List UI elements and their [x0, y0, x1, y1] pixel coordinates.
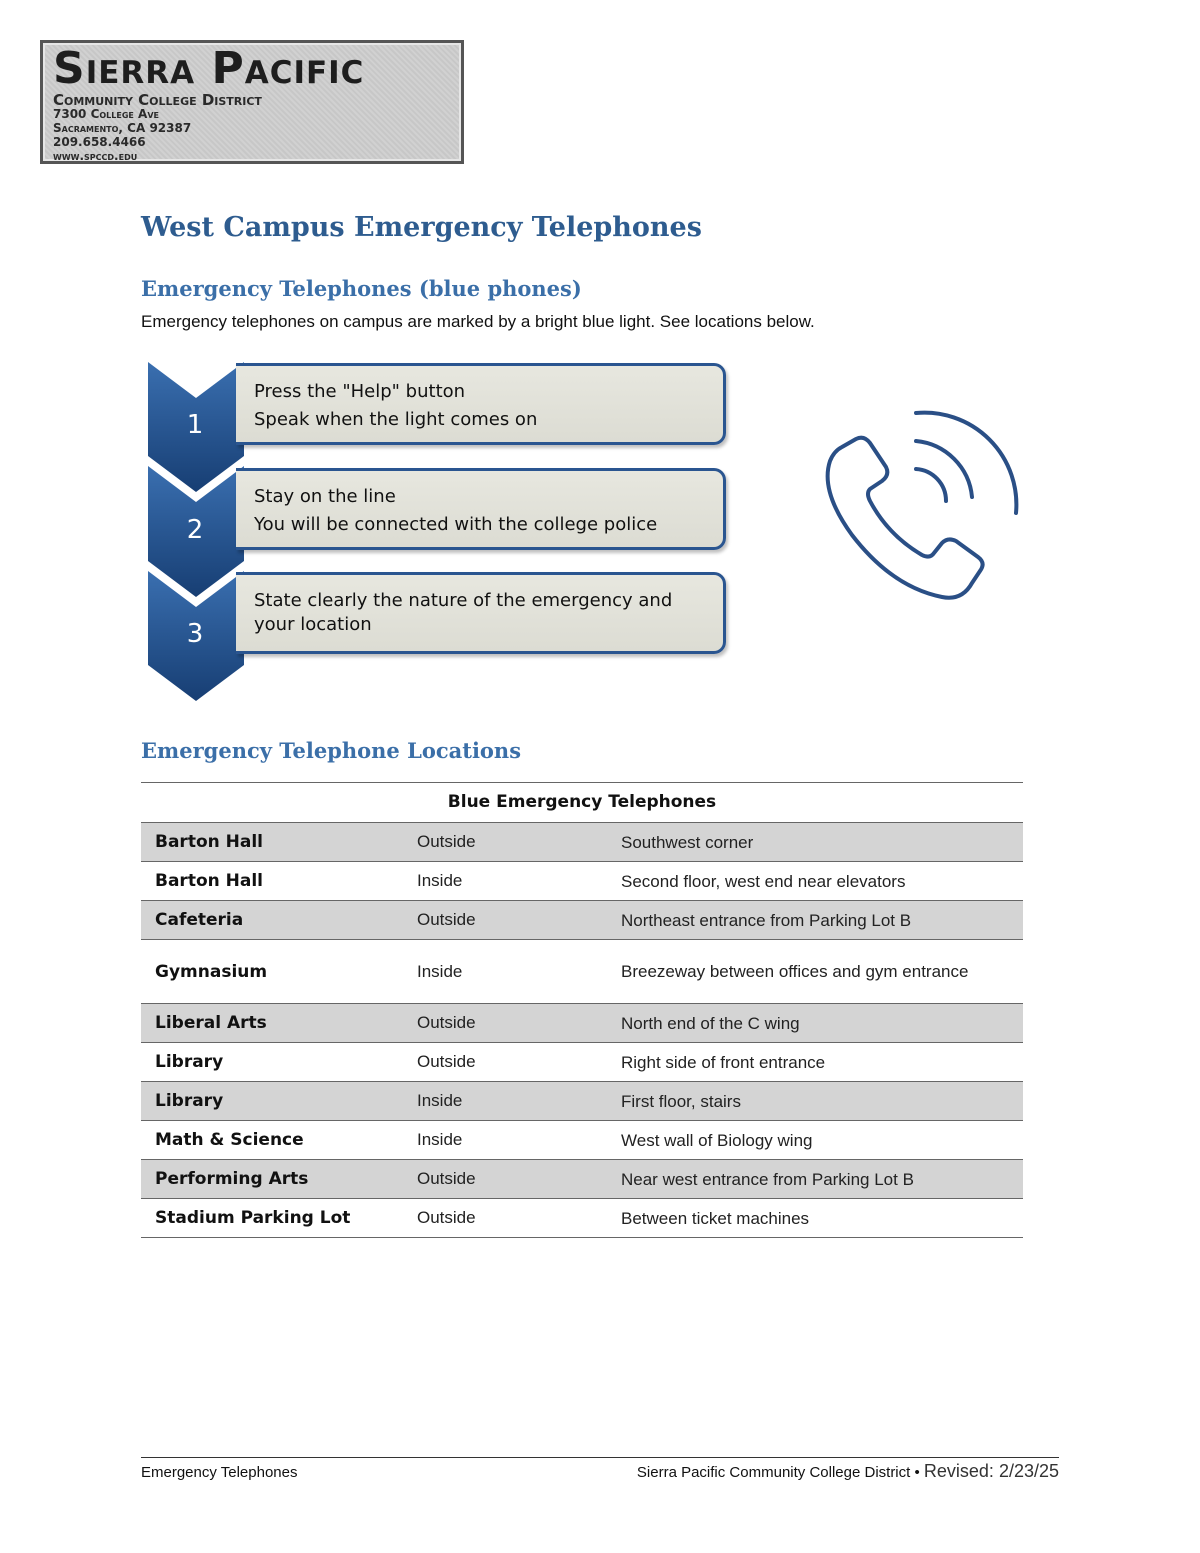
building-cell: Math & Science [155, 1130, 304, 1150]
building-cell: Library [155, 1052, 224, 1072]
logo-phone: 209.658.4466 [53, 135, 146, 149]
position-cell: Outside [417, 910, 476, 929]
position-cell: Outside [417, 1208, 476, 1227]
location-cell: First floor, stairs [621, 1091, 741, 1111]
table-header: Blue Emergency Telephones [141, 782, 1023, 823]
step-1-number: 1 [186, 410, 204, 440]
position-cell: Outside [417, 1052, 476, 1071]
table-row [141, 823, 1023, 862]
logo-subtitle: Community College District [53, 91, 262, 109]
step-3-text [254, 589, 672, 637]
building-cell: Cafeteria [155, 910, 244, 930]
table-row [141, 1199, 1023, 1238]
building-cell: Library [155, 1091, 224, 1111]
logo-name: Sierra Pacific [53, 43, 365, 94]
building-cell: Barton Hall [155, 871, 263, 891]
position-cell: Inside [417, 961, 463, 981]
chevron-graphics [0, 0, 260, 720]
location-cell: West wall of Biology wing [621, 1130, 813, 1150]
footer-divider [141, 1457, 1059, 1458]
logo-city: Sacramento, CA 92387 [53, 121, 192, 135]
building-cell: Liberal Arts [155, 1013, 267, 1033]
location-cell: North end of the C wing [621, 1013, 800, 1033]
section-heading-locations: Emergency Telephone Locations [141, 738, 522, 763]
location-cell: Breezeway between offices and gym entrance [621, 962, 969, 981]
step-2-box [236, 468, 726, 550]
table-row [141, 1043, 1023, 1082]
location-cell: Near west entrance from Parking Lot B [621, 1169, 914, 1189]
locations-table [141, 782, 1023, 1238]
step-2-text [254, 483, 657, 539]
table-row [141, 940, 1023, 1004]
building-cell: Stadium Parking Lot [155, 1208, 351, 1228]
step-3-number: 3 [186, 619, 204, 649]
location-cell: Southwest corner [621, 832, 754, 852]
table-row [141, 862, 1023, 901]
table-row [141, 1160, 1023, 1199]
table-row [141, 901, 1023, 940]
building-cell: Barton Hall [155, 832, 263, 852]
footer-left-text: Emergency Telephones [141, 1464, 298, 1481]
step-1-box [236, 363, 726, 445]
location-cell: Right side of front entrance [621, 1052, 826, 1072]
step-1-line-2: Speak when the light comes on [254, 409, 538, 430]
step-3-line-2: your location [254, 614, 372, 635]
location-cell: Second floor, west end near elevators [621, 871, 906, 891]
building-cell: Performing Arts [155, 1169, 309, 1189]
table-row [141, 1082, 1023, 1121]
logo-address: 7300 College Ave [53, 107, 159, 121]
position-cell: Outside [417, 1013, 476, 1032]
building-cell: Gymnasium [155, 961, 268, 982]
location-cell: Northeast entrance from Parking Lot B [621, 910, 912, 930]
step-1-line-1: Press the "Help" button [254, 381, 466, 402]
logo-web: www.spccd.edu [53, 149, 138, 163]
step-2-line-1: Stay on the line [254, 486, 396, 507]
location-cell: Between ticket machines [621, 1208, 810, 1228]
footer-right-text [637, 1461, 1059, 1482]
section-heading-blue-phones: Emergency Telephones (blue phones) [141, 276, 582, 301]
position-cell: Outside [417, 1169, 476, 1188]
step-1-text [254, 378, 537, 434]
table-row [141, 1121, 1023, 1160]
position-cell: Inside [417, 871, 463, 890]
step-3-box [236, 572, 726, 654]
footer-district: Sierra Pacific Community College District • [636, 1464, 920, 1481]
phone-ringing-icon [812, 405, 1024, 610]
step-3-line-1: State clearly the nature of the emergency and [254, 590, 673, 611]
position-cell: Inside [417, 1091, 463, 1110]
page-title: West Campus Emergency Telephones [141, 212, 702, 243]
footer-revised: Revised: 2/23/25 [923, 1461, 1059, 1481]
position-cell: Outside [417, 832, 476, 851]
position-cell: Inside [417, 1130, 463, 1149]
intro-text: Emergency telephones on campus are marked by a bright blue light. See locations below. [141, 312, 815, 331]
table-row [141, 1004, 1023, 1043]
step-2-line-2: You will be connected with the college police [254, 514, 658, 535]
step-2-number: 2 [186, 515, 204, 545]
